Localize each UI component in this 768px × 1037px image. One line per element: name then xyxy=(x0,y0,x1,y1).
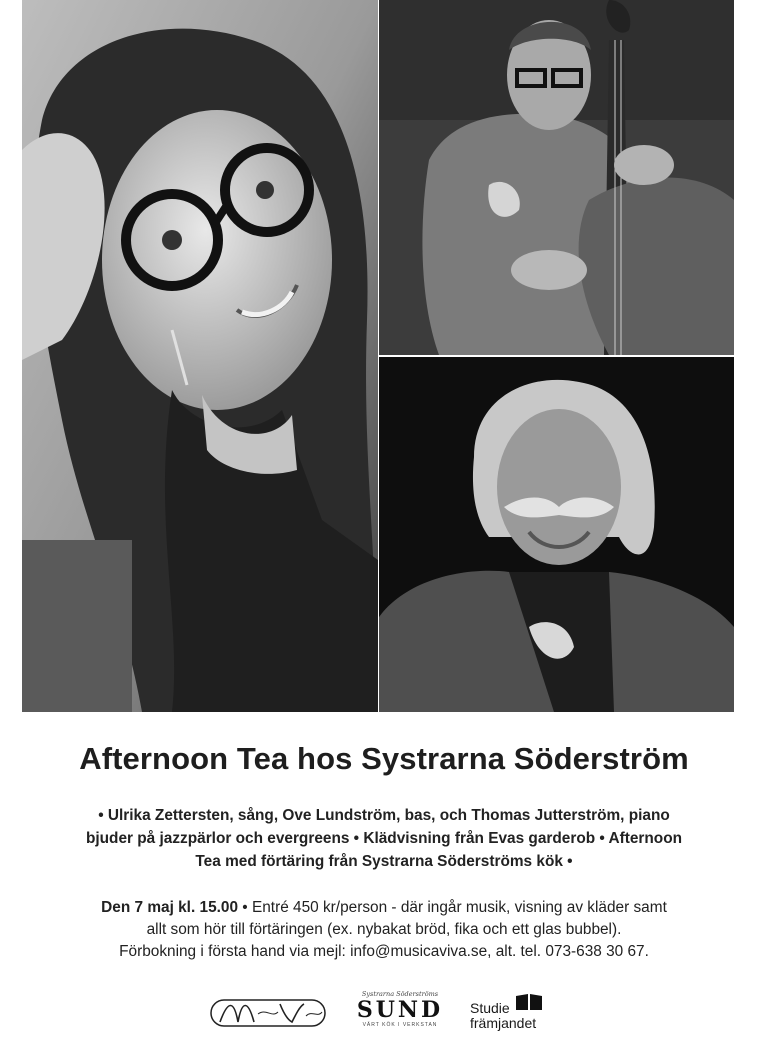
sund-subtitle: VÄRT KÖK I VERKSTAN xyxy=(362,1022,438,1028)
studie-line-2: främjandet xyxy=(470,1015,537,1031)
entry-price-text: • Entré 450 kr/person - där ingår musik, visning av kläder samt xyxy=(238,899,667,916)
singer-portrait-photo xyxy=(22,0,378,712)
info-line-1 xyxy=(20,897,748,919)
description-line: bjuder på jazzpärlor och evergreens • Klädvisning från Evas garderob • Afternoon xyxy=(85,830,683,847)
info-line-2: allt som hör till förtäringen (ex. nybakat bröd, fika och ett glas bubbel). xyxy=(146,921,622,938)
bassist-photo xyxy=(379,0,734,355)
sund-tagline: Systrarna Söderströms xyxy=(361,990,439,998)
sund-name: SUND xyxy=(356,997,444,1023)
sponsor-logos xyxy=(0,990,768,1036)
studiefrämjandet-logo xyxy=(470,992,560,1032)
description-line: • Ulrika Zettersten, sång, Ove Lundström, bas, och Thomas Jutterström, piano xyxy=(98,807,670,824)
event-title: Afternoon Tea hos Systrarna Söderström xyxy=(79,741,689,776)
pianist-photo xyxy=(379,357,734,712)
event-date-time: Den 7 maj kl. 15.00 xyxy=(101,899,239,916)
musica-viva-logo xyxy=(210,994,326,1032)
event-info xyxy=(20,897,748,963)
event-description xyxy=(20,804,748,873)
book-icon xyxy=(514,992,544,1012)
description-line: Tea med förtäring från Systrarna Söderströms kök • xyxy=(195,853,573,870)
studie-line-1: Studie xyxy=(470,1000,510,1016)
sund-logo xyxy=(352,990,448,1034)
booking-contact: Förbokning i första hand via mejl: info@musicaviva.se, alt. tel. 073-638 30 67. xyxy=(119,943,649,960)
photo-collage xyxy=(22,0,734,712)
